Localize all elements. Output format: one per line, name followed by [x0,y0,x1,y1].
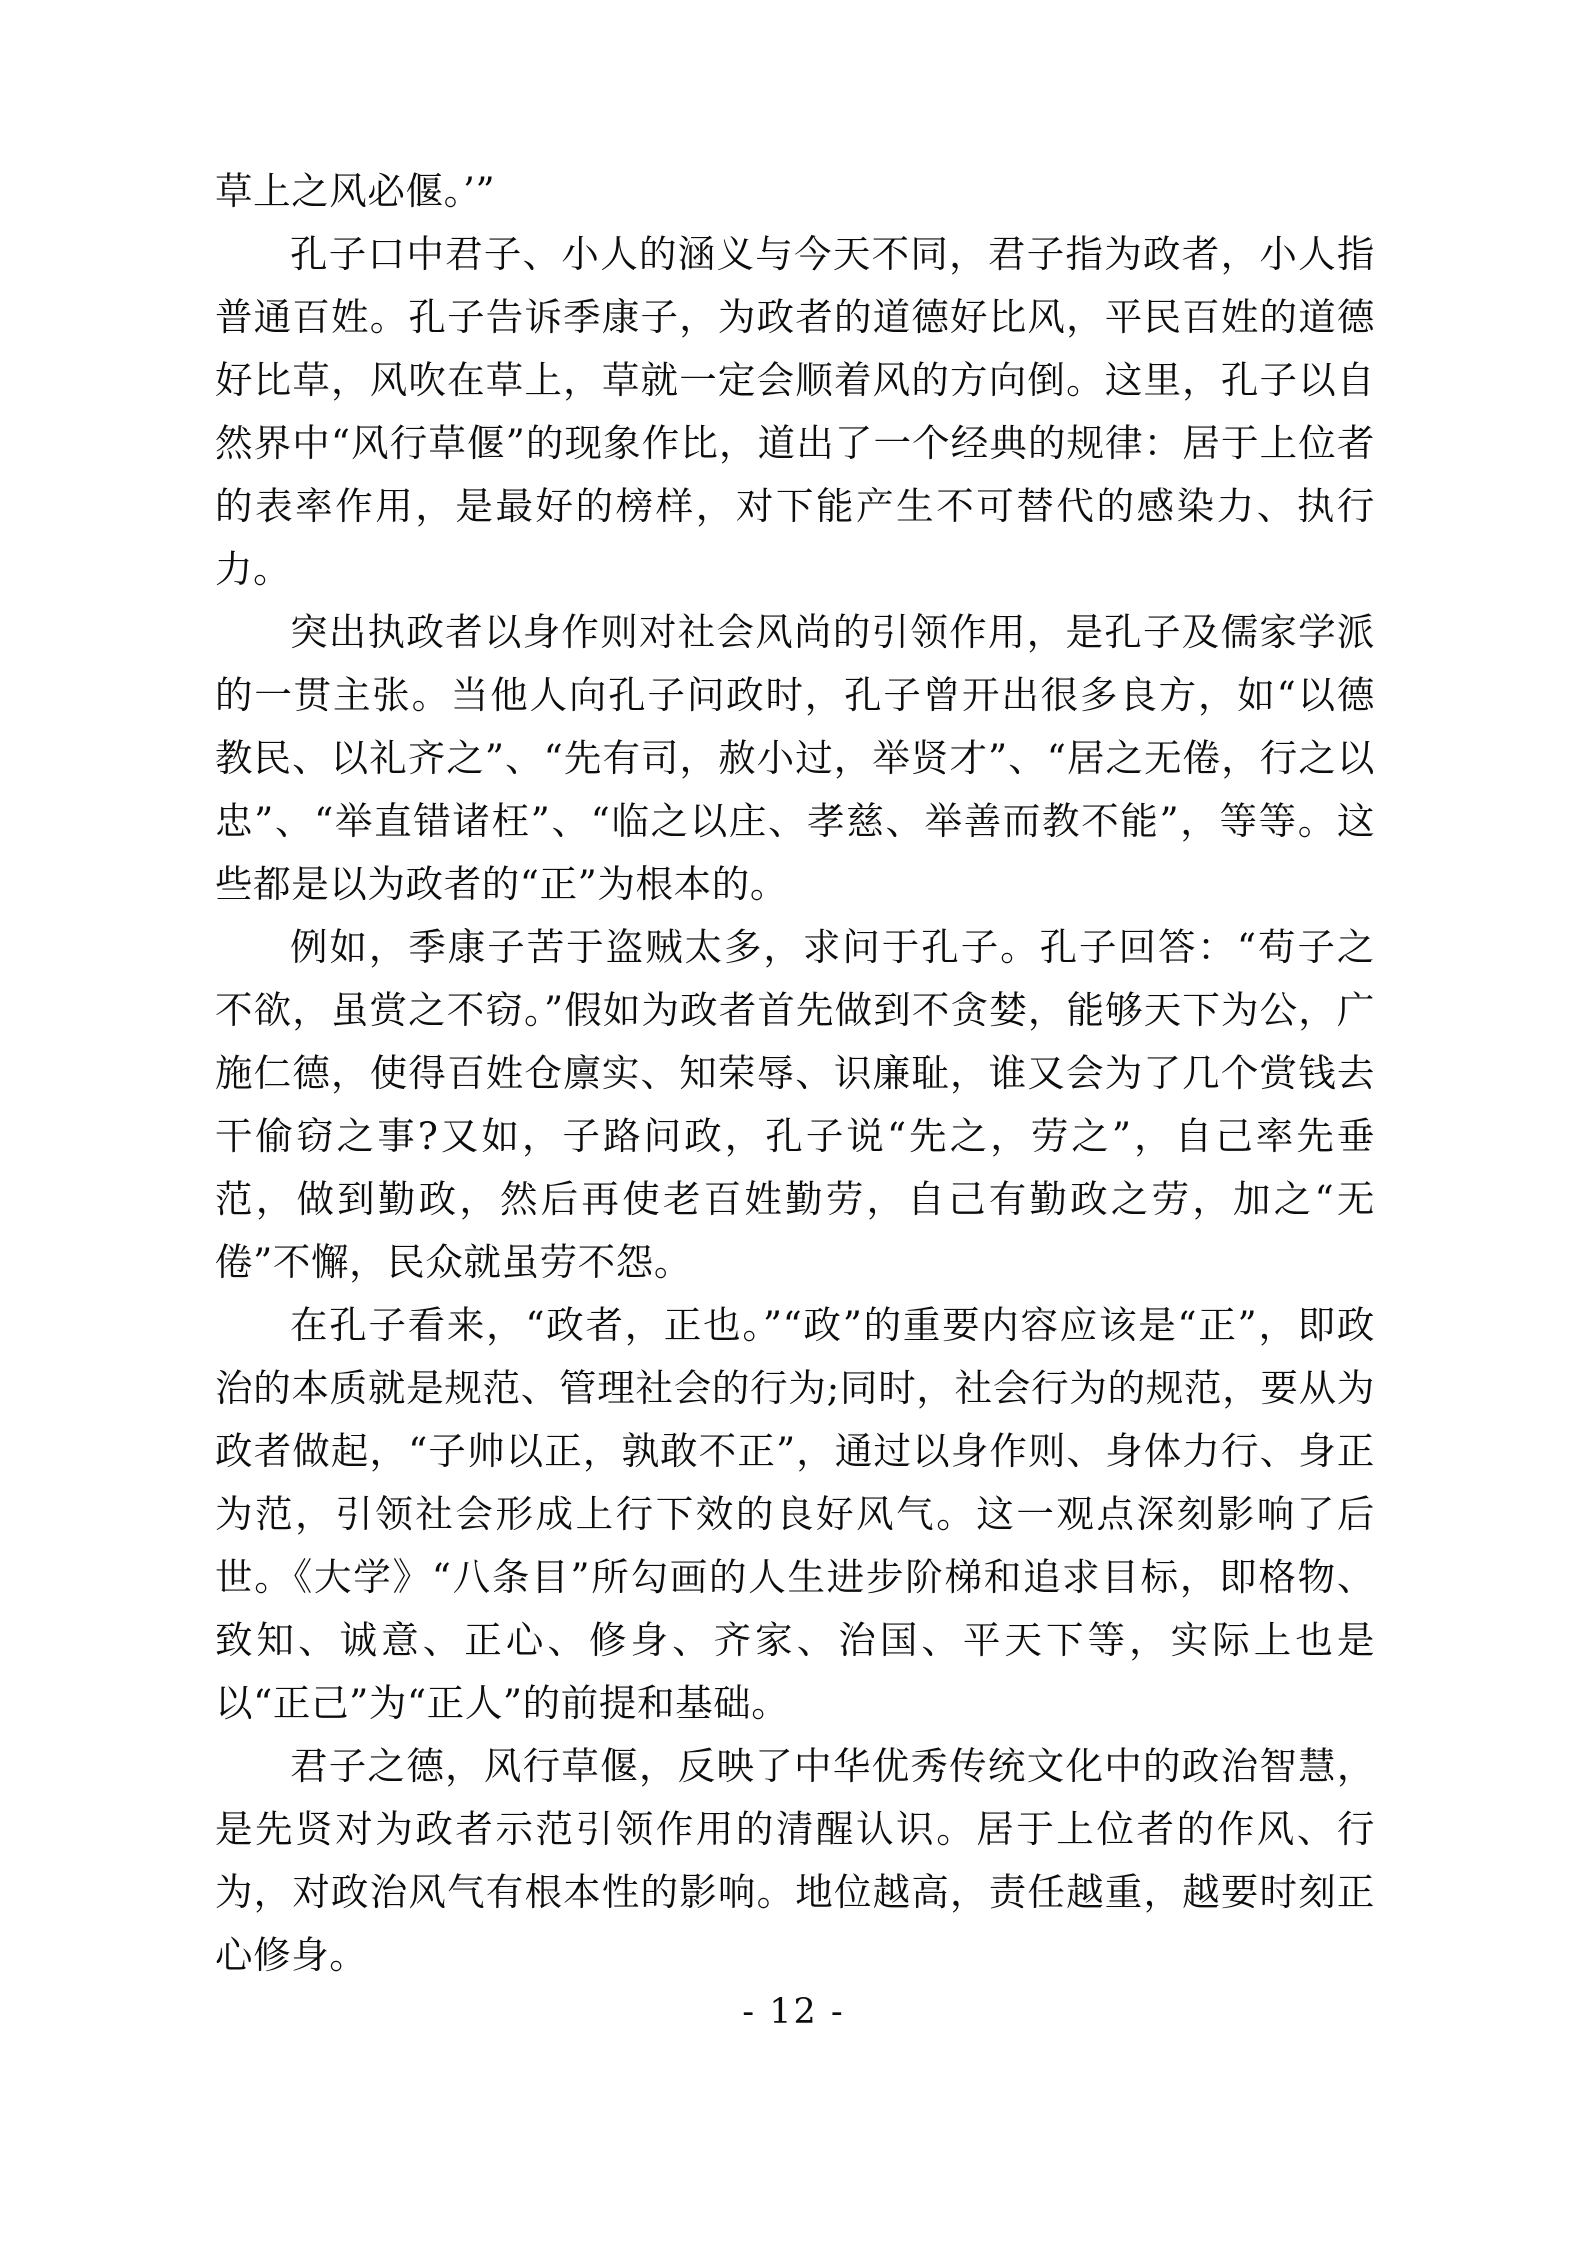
paragraph-2: 孔子口中君子、小人的涵义与今天不同，君子指为政者，小人指普通百姓。孔子告诉季康子，为政者的道德好比风，平民百姓的道德好比草，风吹在草上，草就一定会顺着风的方向倒。这里，孔子以自然界中“风行草偃”的现象作比，道出了一个经典的规律：居于上位者的表率作用，是最好的榜样，对下能产生不可替代的感染力、执行力。 [215,232,1375,591]
paragraph-1: 草上之风必偃。’” [215,169,496,213]
page-number: - 12 - [742,1992,845,2032]
paragraph-3: 突出执政者以身作则对社会风尚的引领作用，是孔子及儒家学派的一贯主张。当他人向孔子问政时，孔子曾开出很多良方，如“以德教民、以礼齐之”、“先有司，赦小过，举贤才”、“居之无倦，行之以忠”、“举直错诸枉”、“临之以庄、孝慈、举善而教不能”，等等。这些都是以为政者的“正”为根本的。 [215,610,1375,906]
paragraph-4: 例如，季康子苦于盗贼太多，求问于孔子。孔子回答：“苟子之不欲，虽赏之不窃。”假如为政者首先做到不贪婪，能够天下为公，广施仁德，使得百姓仓廪实、知荣辱、识廉耻，谁又会为了几个赏钱去干偷窃之事?又如，子路问政，孔子说“先之，劳之”，自己率先垂范，做到勤政，然后再使老百姓勤劳，自己有勤政之劳，加之“无倦”不懈，民众就虽劳不怨。 [215,925,1375,1284]
paragraph-6: 君子之德，风行草偃，反映了中华优秀传统文化中的政治智慧，是先贤对为政者示范引领作用的清醒认识。居于上位者的作风、行为，对政治风气有根本性的影响。地位越高，责任越重，越要时刻正心修身。 [215,1744,1375,1977]
page-text-body [215,160,1375,1987]
paragraph-5: 在孔子看来，“政者，正也。”“政”的重要内容应该是“正”，即政治的本质就是规范、管理社会的行为;同时，社会行为的规范，要从为政者做起，“子帅以正，孰敢不正”，通过以身作则、身体力行、身正为范，引领社会形成上行下效的良好风气。这一观点深刻影响了后世。《大学》“八条目”所勾画的人生进步阶梯和追求目标，即格物、致知、诚意、正心、修身、齐家、治国、平天下等，实际上也是以“正己”为“正人”的前提和基础。 [215,1303,1375,1725]
